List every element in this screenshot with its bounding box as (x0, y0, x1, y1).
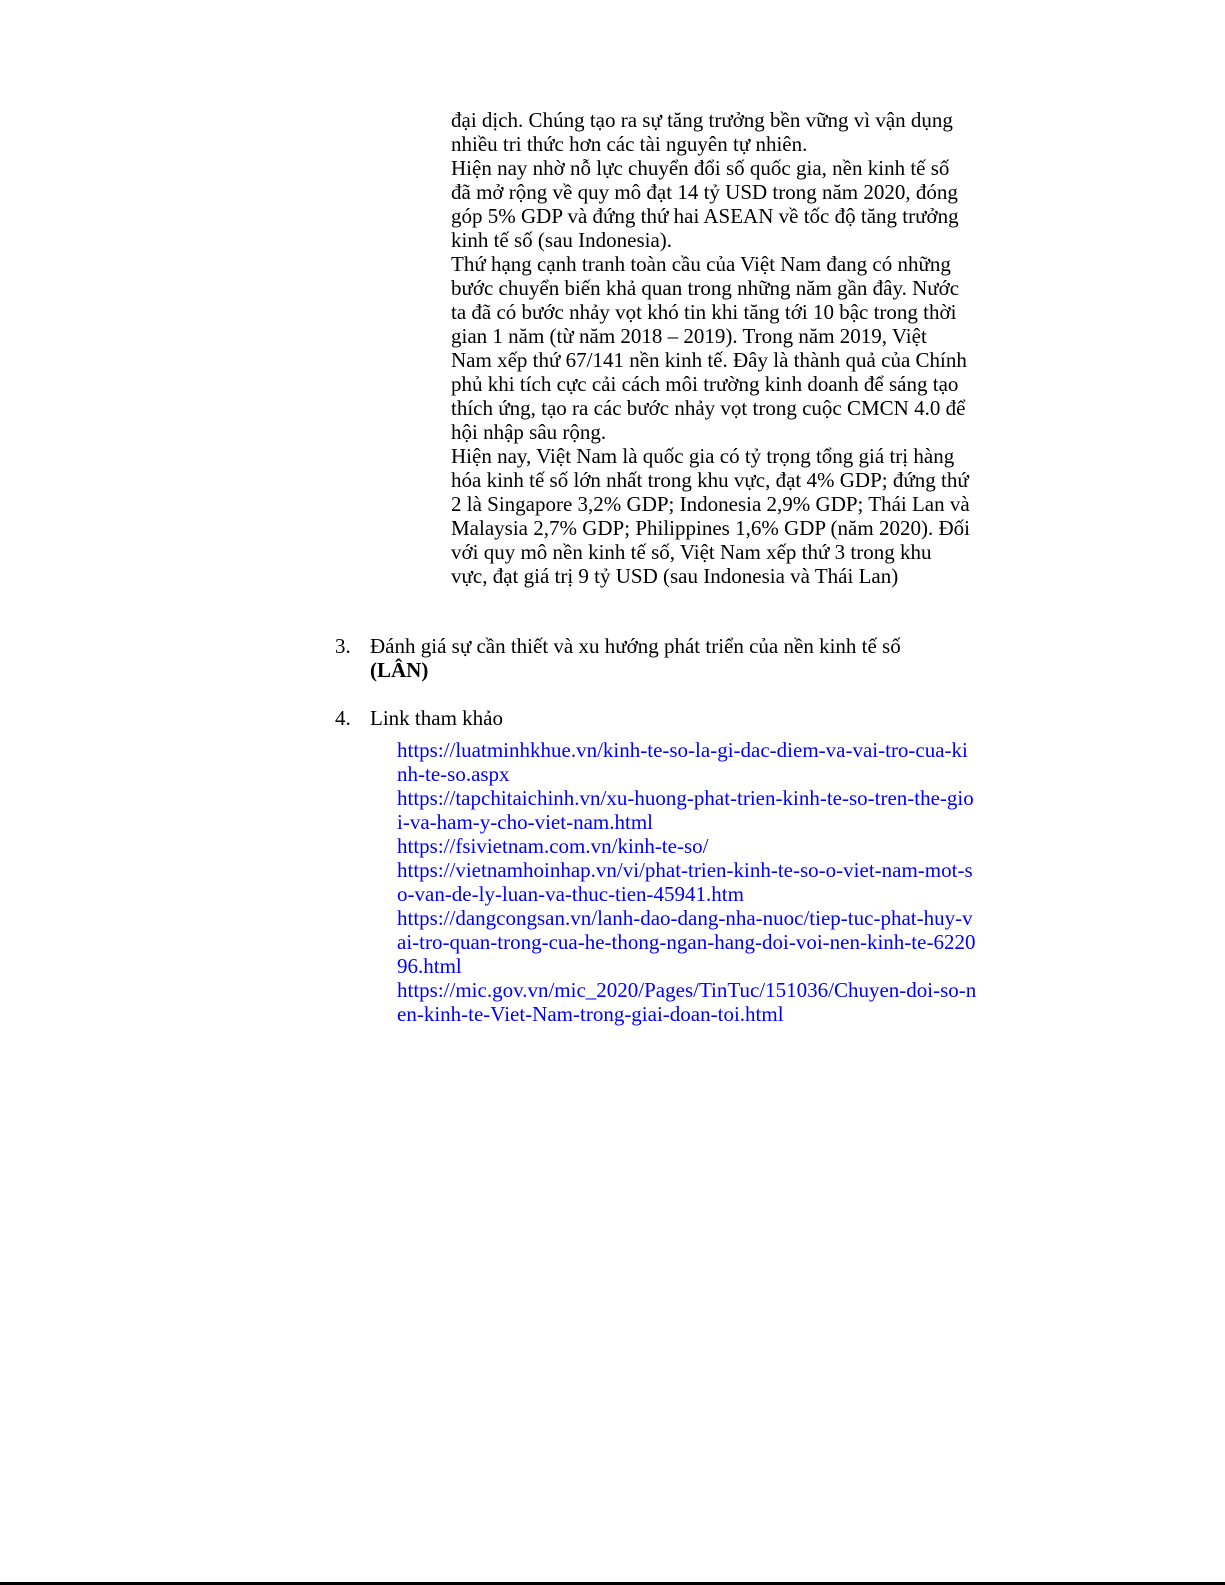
reference-link[interactable]: https://tapchitaichinh.vn/xu-huong-phat-trien-kinh-te-so-tren-the-gioi-va-ham-y-cho-viet-nam.html (397, 786, 974, 834)
reference-link[interactable]: https://dangcongsan.vn/lanh-dao-dang-nha-nuoc/tiep-tuc-phat-huy-vai-tro-quan-trong-cua-he-thong-ngan-hang-doi-voi-nen-kinh-te-622096.html (397, 906, 976, 978)
list-item-text: Link tham khảo (370, 706, 503, 730)
author-tag: (LÂN) (370, 658, 429, 682)
section-body (451, 108, 971, 588)
reference-links (397, 738, 977, 1026)
paragraph: Hiện nay nhờ nỗ lực chuyển đổi số quốc gia, nền kinh tế số đã mở rộng về quy mô đạt 14 tỷ USD trong năm 2020, đóng góp 5% GDP và đứng thứ hai ASEAN về tốc độ tăng trưởng kinh tế số (sau Indonesia). (451, 156, 959, 252)
reference-link[interactable]: https://vietnamhoinhap.vn/vi/phat-trien-kinh-te-so-o-viet-nam-mot-so-van-de-ly-luan-va-thuc-tien-45941.htm (397, 858, 973, 906)
list-number: 4. (335, 706, 351, 730)
paragraph: Hiện nay, Việt Nam là quốc gia có tỷ trọng tổng giá trị hàng hóa kinh tế số lớn nhất trong khu vực, đạt 4% GDP; đứng thứ 2 là Singapore 3,2% GDP; Indonesia 2,9% GDP; Thái Lan và Malaysia 2,7% GDP; Philippines 1,6% GDP (năm 2020). Đối với quy mô nền kinh tế số, Việt Nam xếp thứ 3 trong khu vực, đạt giá trị 9 tỷ USD (sau Indonesia và Thái Lan) (451, 444, 970, 588)
paragraph: Thứ hạng cạnh tranh toàn cầu của Việt Nam đang có những bước chuyển biến khả quan trong những năm gần đây. Nước ta đã có bước nhảy vọt khó tin khi tăng tới 10 bậc trong thời gian 1 năm (từ năm 2018 – 2019). Trong năm 2019, Việt Nam xếp thứ 67/141 nền kinh tế. Đây là thành quả của Chính phủ khi tích cực cải cách môi trường kinh doanh để sáng tạo thích ứng, tạo ra các bước nhảy vọt trong cuộc CMCN 4.0 để hội nhập sâu rộng. (451, 252, 967, 444)
paragraph: đại dịch. Chúng tạo ra sự tăng trưởng bền vững vì vận dụng nhiều tri thức hơn các tài nguyên tự nhiên. (451, 108, 953, 156)
reference-link[interactable]: https://mic.gov.vn/mic_2020/Pages/TinTuc/151036/Chuyen-doi-so-nen-kinh-te-Viet-Nam-trong-giai-doan-toi.html (397, 978, 977, 1026)
list-number: 3. (335, 634, 351, 658)
reference-link[interactable]: https://fsivietnam.com.vn/kinh-te-so/ (397, 834, 709, 858)
list-item-text: Đánh giá sự cần thiết và xu hướng phát triển của nền kinh tế số (370, 634, 901, 658)
list-item-3 (335, 634, 975, 682)
reference-link[interactable]: https://luatminhkhue.vn/kinh-te-so-la-gi-dac-diem-va-vai-tro-cua-kinh-te-so.aspx (397, 738, 968, 786)
list-item-4 (335, 706, 975, 730)
